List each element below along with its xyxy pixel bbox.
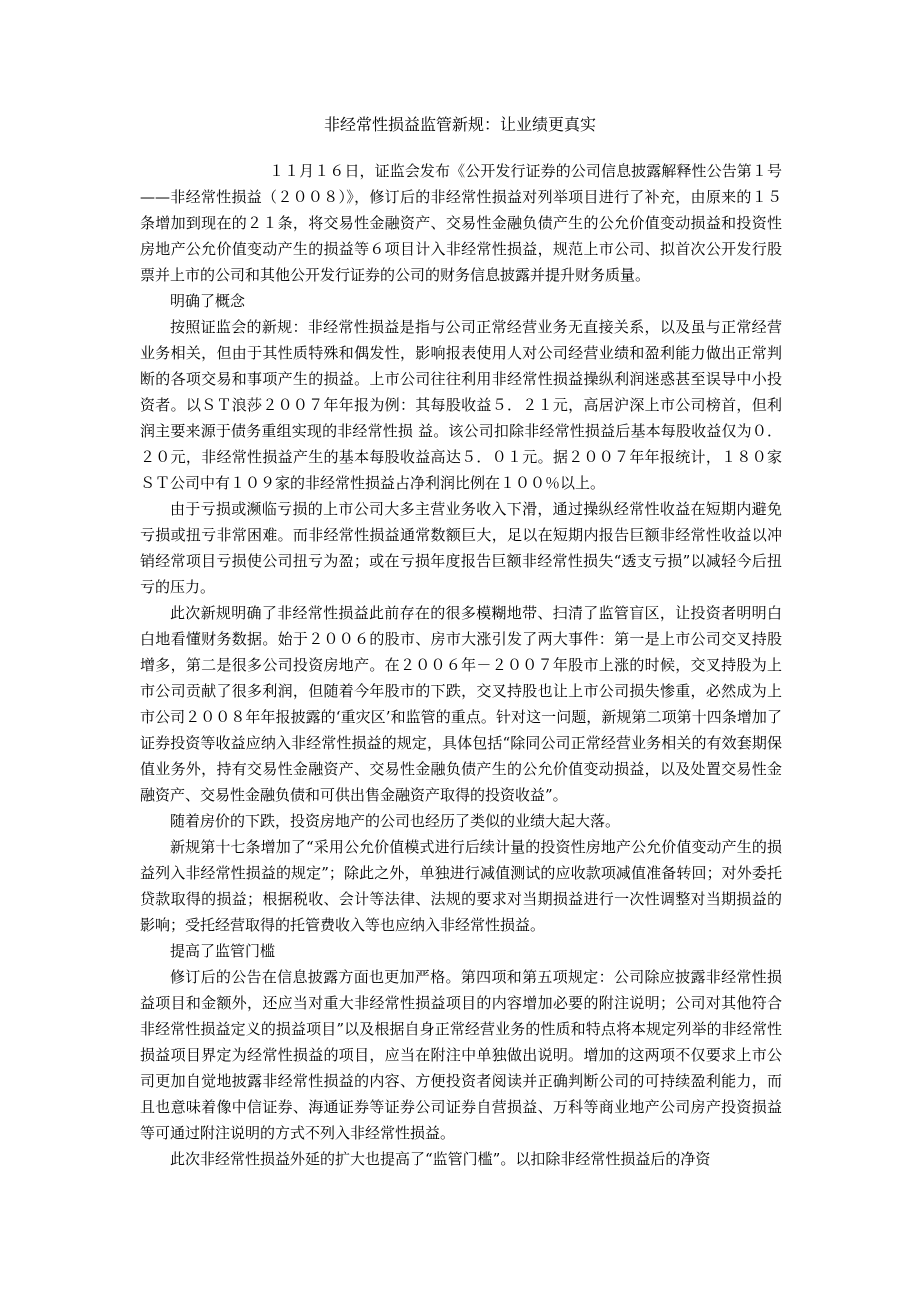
paragraph: 此次非经常性损益外延的扩大也提高了“监管门槛”。以扣除非经常性损益后的净资: [170, 1150, 711, 1168]
paragraph-intro: １１月１６日，证监会发布《公开发行证券的公司信息披露解释性公告第１号——非经常性损益（２００８）》，修订后的非经常性损益对列举项目进行了补充，由原来的１５条增加到现在的２１条，将交易性金融资产、交易性金融负债产生的公允价值变动损益和投资性房地产公允价值变动产生的损益等６项目计入非经常性损益，规范上市公司、拟首次公开发行股票并上市的公司和其他公开发行证券的公司的财务信息披露并提升财务质量。: [140, 162, 782, 284]
section-heading-threshold: 提高了监管门槛: [170, 942, 276, 960]
paragraph: 随着房价的下跌，投资房地产的公司也经历了类似的业绩大起大落。: [170, 812, 621, 830]
paragraph: 新规第十七条增加了“采用公允价值模式进行后续计量的投资性房地产公允价值变动产生的损益列入非经常性损益的规定”；除此之外，单独进行减值测试的应收款项减值准备转回；对外委托贷款取得的损益；根据税收、会计等法律、法规的要求对当期损益进行一次性调整对当期损益的影响；受托经营取得的托管费收入等也应纳入非经常性损益。: [140, 838, 782, 934]
paragraph: 修订后的公告在信息披露方面也更加严格。第四项和第五项规定：公司除应披露非经常性损益项目和金额外，还应当对重大非经常性损益项目的内容增加必要的附注说明；公司对其他符合非经常性损益定义的损益项目”以及根据自身正常经营业务的性质和特点将本规定列举的非经常性损益项目界定为经常性损益的项目，应当在附注中单独做出说明。增加的这两项不仅要求上市公司更加自觉地披露非经常性损益的内容、方便投资者阅读并正确判断公司的可持续盈利能力，而且也意味着像中信证券、海通证券等证券公司证券自营损益、万科等商业地产公司房产投资损益等可通过附注说明的方式不列入非经常性损益。: [140, 968, 782, 1142]
paragraph: 由于亏损或濒临亏损的上市公司大多主营业务收入下滑，通过操纵经常性收益在短期内避免亏损或扭亏非常困难。而非经常性损益通常数额巨大，足以在短期内报告巨额非经常性收益以冲销经常项目亏损使公司扭亏为盈；或在亏损年度报告巨额非经常性损失“透支亏损”以减轻今后扭亏的压力。: [140, 500, 782, 596]
document-body: [140, 158, 782, 1172]
paragraph: 按照证监会的新规：非经常性损益是指与公司正常经营业务无直接关系，以及虽与正常经营业务相关，但由于其性质特殊和偶发性，影响报表使用人对公司经营业绩和盈利能力做出正常判断的各项交易和事项产生的损益。上市公司往往利用非经常性损益操纵利润迷惑甚至误导中小投资者。以ＳＴ浪莎２００７年年报为例：其每股收益５．２１元，高居沪深上市公司榜首，但利润主要来源于债务重组实现的非经常性损 益。该公司扣除非经常性损益后基本每股收益仅为０．２０元，非经常性损益产生的基本每股收益高达５．０１元。据２００７年年报统计，１８０家ＳＴ公司中有１０９家的非经常性损益占净利润比例在１００％以上。: [140, 318, 782, 492]
section-heading-concept: 明确了概念: [170, 292, 246, 310]
paragraph: 此次新规明确了非经常性损益此前存在的很多模糊地带、扫清了监管盲区，让投资者明明白白地看懂财务数据。始于２００６的股市、房市大涨引发了两大事件：第一是上市公司交叉持股增多，第二是很多公司投资房地产。在２００６年－２００７年股市上涨的时候，交叉持股为上市公司贡献了很多利润，但随着今年股市的下跌，交叉持股也让上市公司损失惨重，必然成为上市公司２００８年年报披露的‘重灾区’和监管的重点。针对这一问题，新规第二项第十四条增加了证券投资等收益应纳入非经常性损益的规定，具体包括“除同公司正常经营业务相关的有效套期保值业务外，持有交易性金融资产、交易性金融负债产生的公允价值变动损益，以及处置交易性金融资产、交易性金融负债和可供出售金融资产取得的投资收益”。: [140, 604, 782, 804]
document-title: 非经常性损益监管新规：让业绩更真实: [323, 115, 596, 134]
